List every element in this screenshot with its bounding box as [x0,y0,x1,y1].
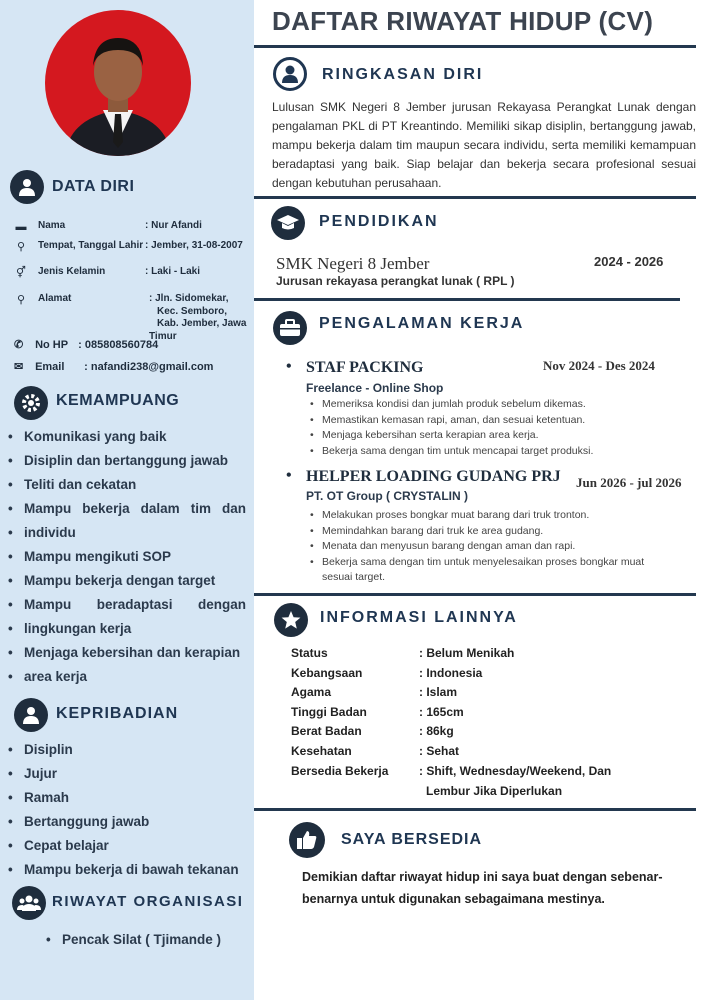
personality-item: • Cepat belajar [8,834,246,858]
summary-title: RINGKASAN DIRI [322,66,484,83]
skill-item-continued: • area kerja [8,665,246,689]
skill-item-continued: • individu [8,521,246,545]
personality-list [8,738,246,882]
email-value: : nafandi238@gmail.com [84,361,214,373]
name-label: Nama [38,220,66,231]
profile-photo [45,10,191,156]
info-value: : Sehat [419,744,460,758]
phone-label: No HP [35,339,69,351]
other-info-title: INFORMASI LAINNYA [320,609,518,626]
info-value: : Belum Menikah [419,646,515,660]
skill-item-continued: • lingkungan kerja [8,617,246,641]
personality-item: • Jujur [8,762,246,786]
gear-icon [14,386,48,420]
person-icon [10,170,44,204]
organization-item: • Pencak Silat ( Tjimande ) [46,928,246,952]
briefcase-icon [273,311,307,345]
job-role: • STAF PACKING [306,359,423,377]
skill-item: • Mampu beradaptasi dengan [8,593,246,617]
personality-item: • Mampu bekerja di bawah tekanan [8,858,246,882]
education-title: PENDIDIKAN [319,213,439,230]
info-row [291,666,482,680]
info-value: : Indonesia [419,666,483,680]
birth-value: : Jember, 31-08-2007 [145,240,243,251]
closing-title: SAYA BERSEDIA [341,831,483,848]
data-diri-title: DATA DIRI [52,178,135,195]
divider [254,298,680,301]
phone-value: : 085808560784 [78,339,159,351]
person-icon [14,698,48,732]
experience-title: PENGALAMAN KERJA [319,315,525,332]
page-title: DAFTAR RIWAYAT HIDUP (CV) [272,6,654,36]
info-row [291,744,459,758]
skill-item: • Komunikasi yang baik [8,425,246,449]
divider [254,593,696,596]
thumbs-up-icon [289,822,325,858]
divider [254,196,696,199]
job-role: • HELPER LOADING GUDANG PRJ [306,468,561,486]
skill-item: • Teliti dan cekatan [8,473,246,497]
gender-icon: ⚥ [16,267,26,279]
duty-item: • Memeriksa kondisi dan jumlah produk sebelum dikemas. [322,397,672,413]
skill-item: • Menjaga kebersihan dan kerapian [8,641,246,665]
skill-item: • Mampu mengikuti SOP [8,545,246,569]
personality-item: • Bertanggung jawab [8,810,246,834]
duty-item: • Memastikan kemasan rapi, aman, dan sesuai ketentuan. [322,413,672,429]
info-row [291,705,464,719]
job-duties [322,508,672,586]
info-label: Status [291,646,328,660]
address-label: Alamat [38,293,72,304]
job-company: PT. OT Group ( CRYSTALIN ) [306,489,468,503]
info-label: Bersedia Bekerja [291,764,389,778]
graduation-cap-icon [271,206,305,240]
education-major: Jurusan rekayasa perangkat lunak ( RPL ) [276,274,515,288]
school-name: SMK Negeri 8 Jember [276,254,430,273]
duty-item: • Melakukan proses bongkar muat barang dari truk tronton. [322,508,672,524]
info-row [291,646,514,660]
person-icon [273,57,307,91]
email-label: Email [35,361,65,373]
skill-item: • Mampu bekerja dengan target [8,569,246,593]
personality-item: • Ramah [8,786,246,810]
job-dates: Nov 2024 - Des 2024 [543,358,655,373]
skill-item: • Mampu bekerja dalam tim dan [8,497,246,521]
address-value: : Jln. Sidomekar, Kec. Semboro, Kab. Jember, Jawa Timur [149,293,247,342]
duty-item: • Bekerja sama dengan tim untuk menyelesaikan proses bongkar muat sesuai target. [322,555,662,586]
info-row [291,764,611,778]
gender-value: : Laki - Laki [145,266,201,277]
personality-title: KEPRIBADIAN [56,705,179,722]
email-row [14,360,213,373]
sidebar [0,0,254,1000]
gender-label: Jenis Kelamin [38,266,106,277]
phone-row [14,338,158,351]
phone-icon: ✆ [14,339,24,351]
skills-list [8,425,246,689]
group-icon [12,886,46,920]
education-years: 2024 - 2026 [594,254,664,269]
skill-item: • Disiplin dan bertanggung jawab [8,449,246,473]
job-dates: Jun 2026 - jul 2026 [576,475,682,490]
duty-item: • Menata dan menyusun barang dengan aman dan rapi. [322,539,672,555]
summary-text: Lulusan SMK Negeri 8 Jember jurusan Rekayasa Perangkat Lunak dengan pengalaman PKL di PT Kreantindo. Memiliki sikap disiplin, bertanggung jawab, mampu bekerja dalam tim maupun secara individu, serta memiliki kemampuan beradaptasi yang baik. Siap belajar dan bekerja secara profesional sesuai dengan kebutuhan perusahaan. [272,100,696,190]
mail-icon: ✉ [14,361,24,373]
divider [254,808,696,811]
info-label: Tinggi Badan [291,705,367,719]
duty-item: • Bekerja sama dengan tim untuk mencapai target produksi. [322,444,672,460]
info-label: Berat Badan [291,724,362,738]
job-duties [322,397,672,459]
organization-title: RIWAYAT ORGANISASI [52,893,244,910]
closing-text: Demikian daftar riwayat hidup ini saya buat dengan sebenar-benarnya untuk digunakan sebagaimana mestinya. [302,870,663,906]
info-value: : 165cm [419,705,464,719]
personality-item: • Disiplin [8,738,246,762]
info-label: Agama [291,685,332,699]
info-label: Kesehatan [291,744,352,758]
location-pin-icon: ⚲ [16,294,26,306]
info-value: : Islam [419,685,458,699]
location-pin-icon: ⚲ [16,241,26,253]
name-value: : Nur Afandi [145,220,202,231]
divider [254,45,696,48]
skills-title: KEMAMPUANG [56,392,180,409]
star-icon [274,603,308,637]
info-value-continued: Lembur Jika Diperlukan [426,784,563,798]
info-row [291,685,457,699]
job-company: Freelance - Online Shop [306,381,444,395]
info-value: : Shift, Wednesday/Weekend, Dan [419,764,612,778]
info-row [291,724,454,738]
birth-label: Tempat, Tanggal Lahir [38,240,144,251]
duty-item: • Menjaga kebersihan serta kerapian area kerja. [322,428,672,444]
organization-list [46,928,246,952]
info-value: : 86kg [419,724,454,738]
info-label: Kebangsaan [291,666,363,680]
id-card-icon: ▬ [15,221,27,233]
duty-item: • Memindahkan barang dari truk ke area gudang. [322,524,672,540]
person-portrait-icon [45,10,191,156]
